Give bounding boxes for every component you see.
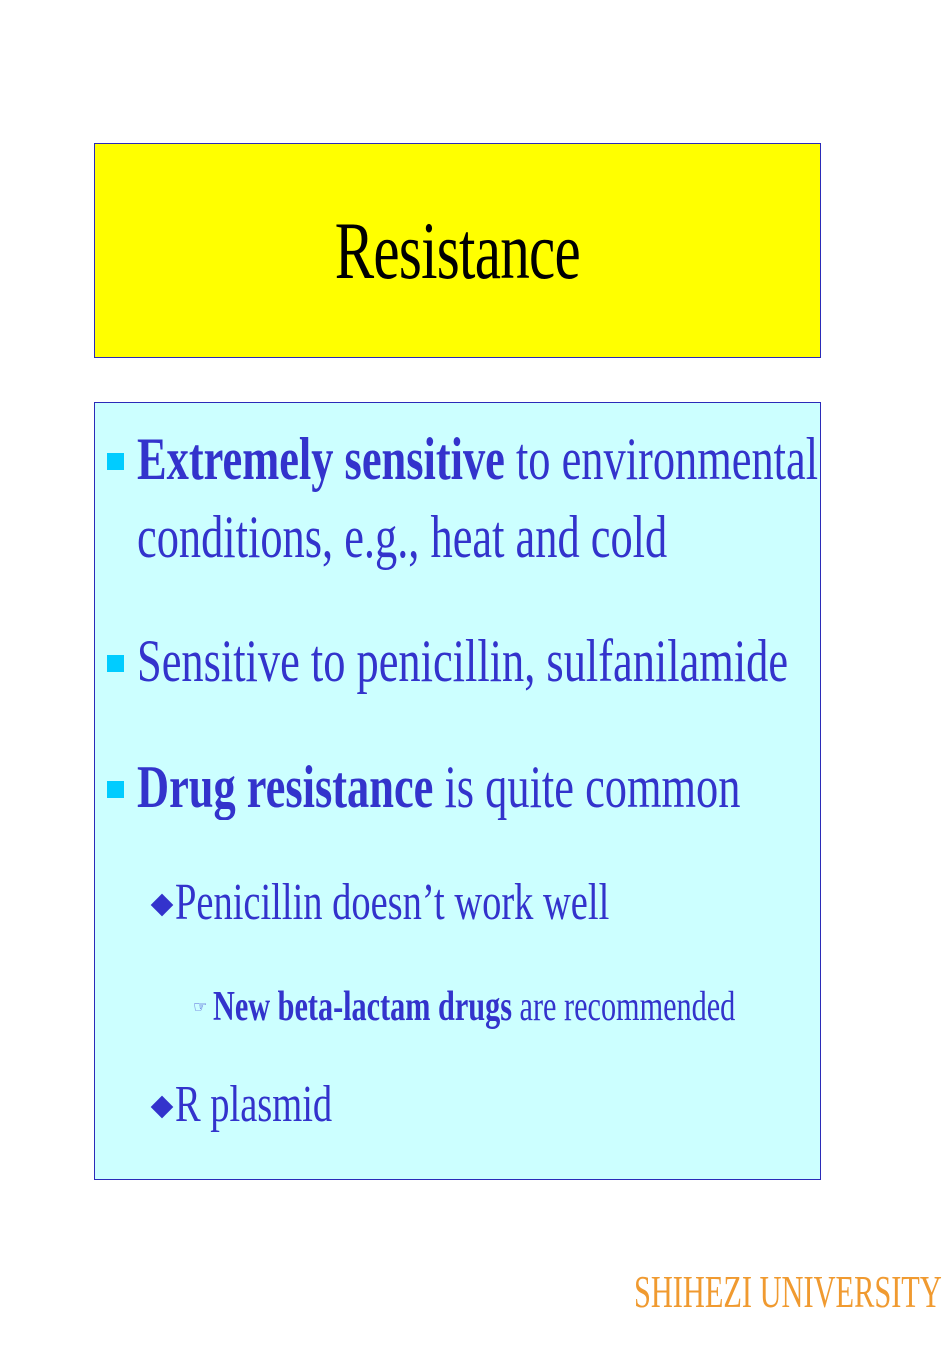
bullet-1-bold: Extremely sensitive: [137, 426, 505, 492]
sub-sub-bullet-line: [213, 983, 735, 1031]
square-bullet-icon: [107, 781, 124, 798]
title-box: [94, 143, 821, 358]
diamond-bullet-icon: [151, 894, 174, 917]
bullet-3-line: [137, 753, 740, 822]
bullet-1-line-2: conditions, e.g., heat and cold: [137, 504, 668, 570]
square-bullet-icon: [107, 655, 124, 672]
bullet-2-line: Sensitive to penicillin, sulfanilamide: [137, 628, 789, 694]
bullet-3-text: is quite common: [433, 754, 741, 820]
slide-title: Resistance: [334, 204, 581, 296]
bullet-1-text: to environmental: [504, 426, 819, 492]
square-bullet-icon: [107, 453, 124, 470]
sub-bullet-1-line: Penicillin doesn’t work well: [175, 874, 610, 931]
sub-bullet-2-line: R plasmid: [175, 1076, 333, 1133]
bullet-1-line-1: [137, 425, 818, 494]
sub-sub-bullet-text: are recommended: [511, 984, 736, 1030]
sub-sub-bullet-bold: New beta-lactam drugs: [213, 984, 512, 1030]
pointing-hand-icon: ☞: [193, 997, 208, 1016]
diamond-bullet-icon: [151, 1096, 174, 1119]
footer-university: SHIHEZI UNIVERSITY: [634, 1266, 942, 1317]
content-box: [94, 402, 821, 1180]
bullet-3-bold: Drug resistance: [137, 754, 434, 820]
